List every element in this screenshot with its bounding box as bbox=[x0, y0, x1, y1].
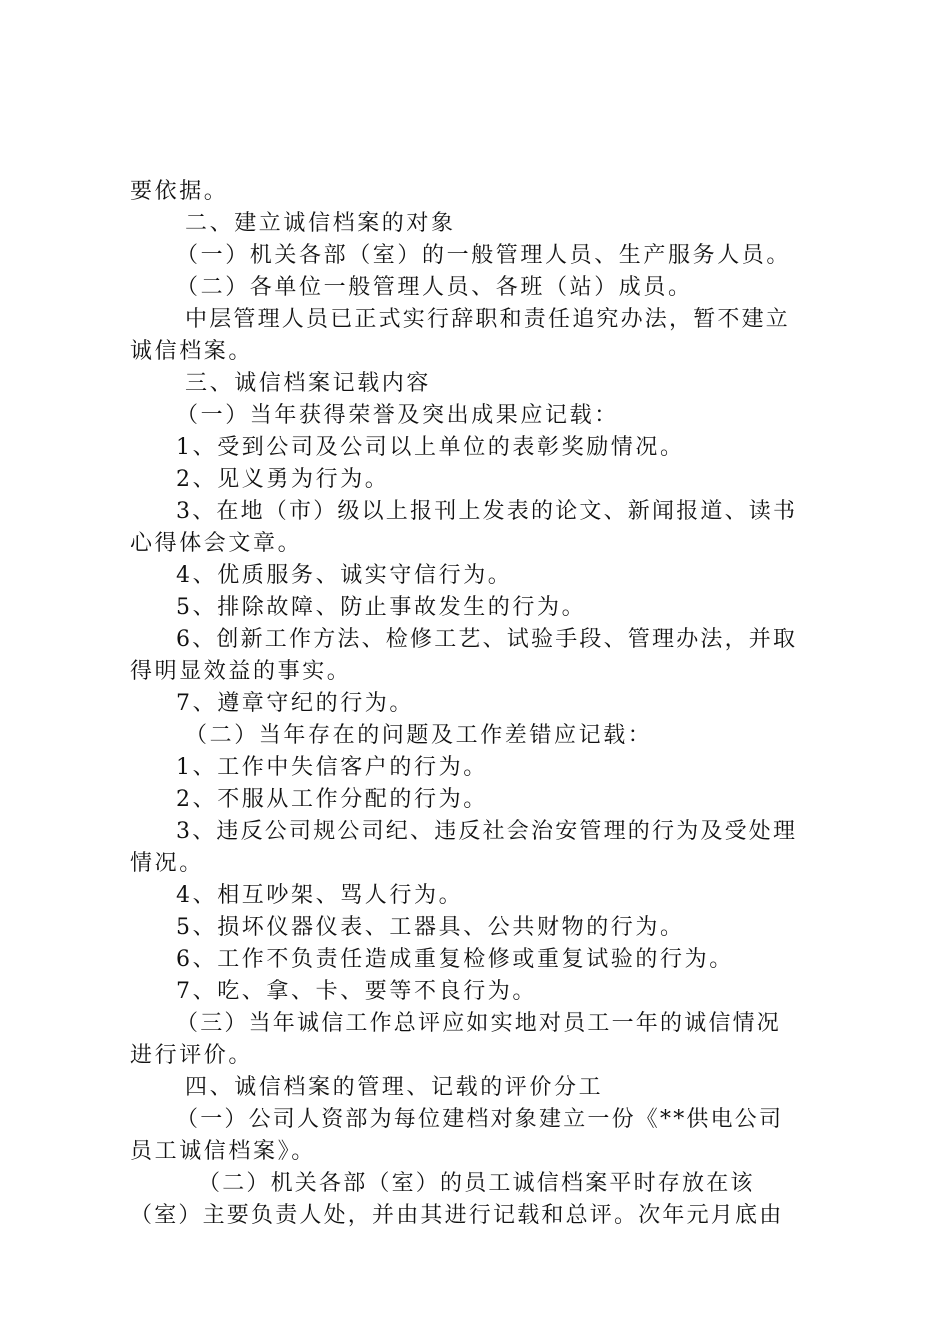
subsection-heading: （二）当年存在的问题及工作差错应记载： bbox=[185, 723, 653, 748]
list-item: 1、受到公司及公司以上单位的表彰奖励情况。 bbox=[176, 435, 685, 460]
list-item: 5、排除故障、防止事故发生的行为。 bbox=[176, 595, 587, 620]
subsection-heading: （二）机关各部（室）的员工诚信档案平时存放在该 bbox=[198, 1171, 755, 1196]
text-line: 进行评价。 bbox=[130, 1043, 254, 1068]
text-line: 中层管理人员已正式实行辞职和责任追究办法，暂不建立 bbox=[185, 307, 791, 332]
list-item: 6、创新工作方法、检修工艺、试验手段、管理办法，并取 bbox=[176, 627, 798, 652]
text-line: （一）机关各部（室）的一般管理人员、生产服务人员。 bbox=[176, 243, 792, 268]
list-item: 7、吃、拿、卡、要等不良行为。 bbox=[176, 979, 537, 1004]
subsection-heading: （一）当年获得荣誉及突出成果应记载： bbox=[176, 403, 619, 428]
text-line: 诚信档案。 bbox=[130, 339, 254, 364]
text-line: （二）各单位一般管理人员、各班（站）成员。 bbox=[176, 275, 693, 300]
text-line: 情况。 bbox=[130, 851, 204, 876]
list-item: 3、违反公司规公司纪、违反社会治安管理的行为及受处理 bbox=[176, 819, 798, 844]
text-line: 员工诚信档案》。 bbox=[130, 1139, 316, 1164]
list-item: 6、工作不负责任造成重复检修或重复试验的行为。 bbox=[176, 947, 734, 972]
list-item: 3、在地（市）级以上报刊上发表的论文、新闻报道、读书 bbox=[176, 499, 798, 524]
text-line: 得明显效益的事实。 bbox=[130, 659, 352, 684]
list-item: 4、优质服务、诚实守信行为。 bbox=[176, 563, 513, 588]
section-heading: 三、诚信档案记载内容 bbox=[185, 371, 432, 396]
list-item: 2、不服从工作分配的行为。 bbox=[176, 787, 488, 812]
section-heading: 四、诚信档案的管理、记载的评价分工 bbox=[185, 1075, 604, 1100]
list-item: 5、损坏仪器仪表、工器具、公共财物的行为。 bbox=[176, 915, 685, 940]
text-line: 要依据。 bbox=[130, 179, 229, 204]
text-line: （室）主要负责人处，并由其进行记载和总评。次年元月底由 bbox=[130, 1203, 784, 1228]
list-item: 2、见义勇为行为。 bbox=[176, 467, 390, 492]
subsection-heading: （一）公司人资部为每位建档对象建立一份《**供电公司 bbox=[176, 1107, 784, 1132]
text-line: 心得体会文章。 bbox=[130, 531, 303, 556]
document-body bbox=[130, 176, 830, 1232]
list-item: 1、工作中失信客户的行为。 bbox=[176, 755, 488, 780]
list-item: 7、遵章守纪的行为。 bbox=[176, 691, 414, 716]
subsection-heading: （三）当年诚信工作总评应如实地对员工一年的诚信情况 bbox=[176, 1011, 782, 1036]
section-heading: 二、建立诚信档案的对象 bbox=[185, 211, 456, 236]
list-item: 4、相互吵架、骂人行为。 bbox=[176, 883, 464, 908]
